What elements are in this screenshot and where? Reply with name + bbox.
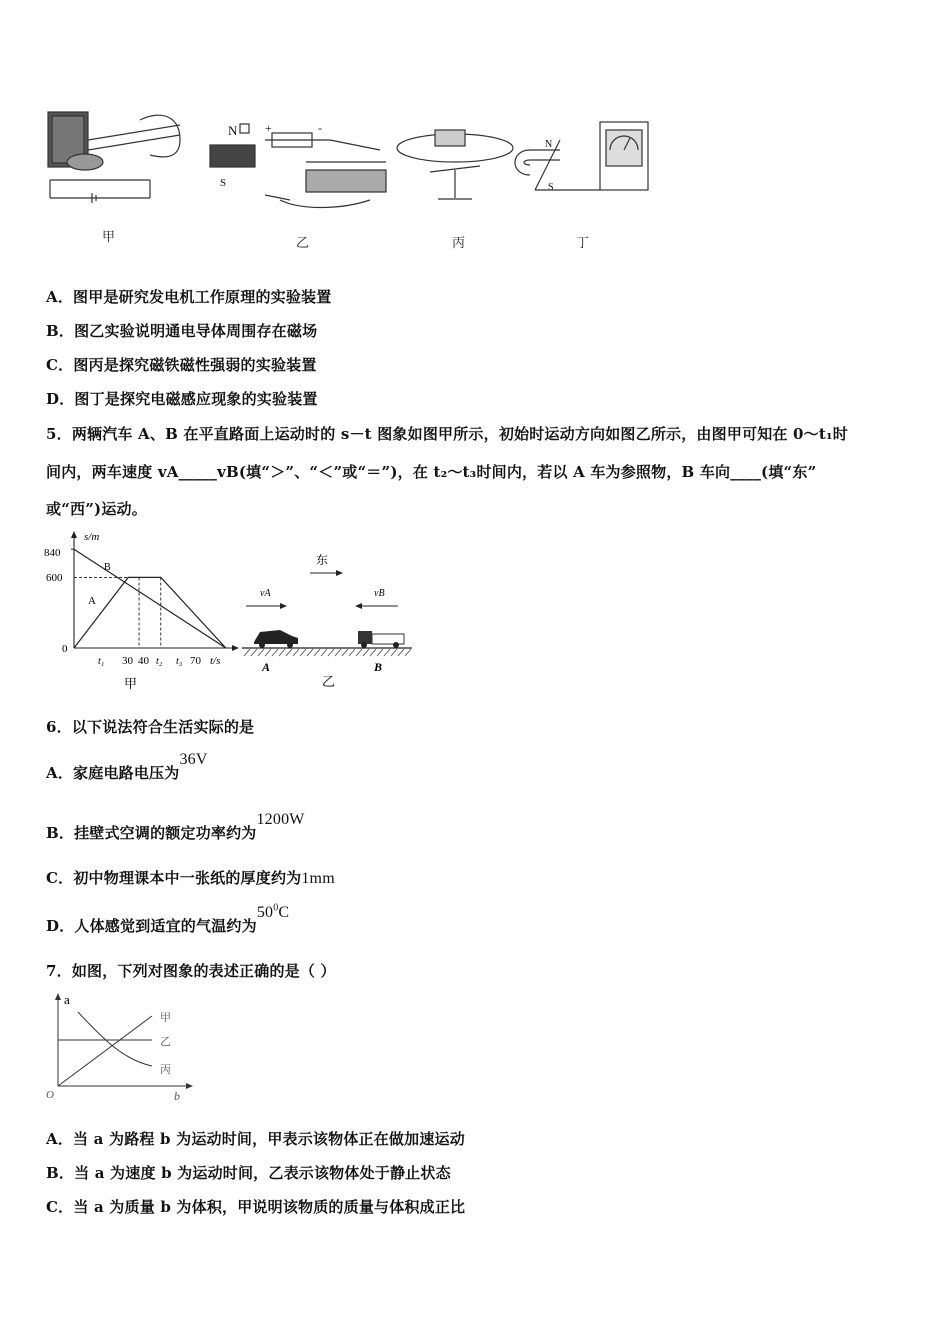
q6-option-a-value: 36V (179, 751, 208, 768)
q7-graph (44, 990, 204, 1102)
q6-option-d (46, 902, 290, 936)
q6-option-c (46, 867, 335, 888)
q7-stem: 7．如图，下列对图象的表述正确的是（ ） (46, 962, 336, 980)
va-arrow-head (280, 603, 287, 609)
q6-option-a (46, 751, 208, 783)
road-hatch-mark (342, 649, 348, 656)
road-hatch-mark (265, 649, 271, 656)
st-series-b (74, 549, 226, 648)
car-a-label: A (262, 660, 271, 674)
q6-option-c-text: C．初中物理课本中一张纸的厚度约为 (46, 869, 302, 887)
svg-text:N: N (545, 139, 553, 150)
road-hatch-mark (405, 649, 411, 656)
st-x-tick-40: 40 (138, 655, 149, 667)
st-series-a (74, 577, 226, 648)
q7-x-label: b (174, 1089, 180, 1102)
q7-label-bing: 丙 (160, 1064, 171, 1076)
q6-stem: 6．以下说法符合生活实际的是 (46, 718, 255, 736)
q7-label-yi: 乙 (160, 1036, 171, 1048)
q7-option-c: C．当 a 为质量 b 为体积，甲说明该物质的质量与体积成正比 (46, 1198, 466, 1216)
road-hatch-mark (363, 649, 369, 656)
q4-figure-row (40, 100, 680, 250)
q7-y-label: a (64, 992, 70, 1007)
svg-text:N: N (228, 123, 238, 138)
q4-option-a: A．图甲是研究发电机工作原理的实验装置 (46, 288, 332, 306)
q7-option-b: B．当 a 为速度 b 为运动时间，乙表示该物体处于静止状态 (46, 1164, 451, 1182)
q7-graph-svg (44, 990, 204, 1102)
road-hatch-mark (244, 649, 250, 656)
st-graph-svg (40, 528, 240, 693)
direction-label: 东 (316, 553, 329, 567)
car-b-label: B (374, 660, 383, 674)
q7-line-bing (78, 1012, 152, 1066)
road-hatch-mark (328, 649, 334, 656)
st-line-b-label: B (104, 562, 111, 573)
q4-option-c: C．图丙是探究磁铁磁性强弱的实验装置 (46, 356, 317, 374)
road-hatch-mark (377, 649, 383, 656)
q5-line-2: 间内，两车速度 vA_____vB(填“＞”、“＜”或“＝”)，在 t₂～t₃时间内，若以 A 车为参照物，B 车向____(填“东” (46, 463, 817, 481)
q7-option-a: A．当 a 为路程 b 为运动时间，甲表示该物体正在做加速运动 (46, 1130, 465, 1148)
q7-y-arrow (55, 993, 61, 1000)
q5-st-graph (40, 528, 240, 693)
road-hatch-mark (258, 649, 264, 656)
q6-option-a-text: A．家庭电路电压为 (46, 764, 180, 782)
q7-origin: O (46, 1089, 54, 1101)
q6-option-d-unit: C (278, 904, 290, 921)
q4-apparatus-drawings (40, 100, 680, 250)
road-hatch-mark (314, 649, 320, 656)
st-x-arrow (232, 645, 239, 651)
st-x-tick-30: 30 (122, 655, 133, 667)
q6-option-d-text: D．人体感觉到适宜的气温约为 (46, 917, 257, 935)
vb-arrow-head (355, 603, 362, 609)
st-x-tick-70: 70 (190, 655, 201, 667)
q6-option-b-value: 1200W (256, 811, 305, 828)
svg-text:-: - (318, 121, 322, 135)
road-hatch-mark (300, 649, 306, 656)
svg-text:S: S (220, 177, 227, 189)
st-origin: 0 (62, 643, 68, 655)
figure-label-yi: 乙 (296, 236, 310, 251)
apparatus-ding (515, 122, 648, 193)
q7-x-arrow (186, 1083, 193, 1089)
va-label: vA (260, 588, 271, 599)
st-y-tick-840: 840 (44, 547, 61, 559)
st-x-tick-t2: t₂ (156, 656, 163, 667)
q6-option-c-value: 1mm (301, 870, 335, 887)
st-y-label: s/m (84, 531, 100, 543)
road-hatch-mark (272, 649, 278, 656)
road-hatch-mark (279, 649, 285, 656)
q5-line-3: 或“西”)运动。 (46, 500, 147, 518)
road-hatch-mark (293, 649, 299, 656)
q6-option-d-number: 50 (256, 904, 274, 921)
st-x-tick-t3: t₃ (176, 656, 183, 667)
q6-option-d-degree: 0 (273, 902, 279, 914)
road-hatch-mark (398, 649, 404, 656)
truck-b-icon (358, 631, 404, 648)
apparatus-jia (48, 112, 180, 203)
q5-line-1: 5．两辆汽车 A、B 在平直路面上运动时的 s－t 图象如图甲所示，初始时运动方向如图乙所示，由图甲可知在 0～t₁时 (46, 425, 848, 443)
q4-option-d: D．图丁是探究电磁感应现象的实验装置 (46, 390, 318, 408)
figure-label-bing: 丙 (452, 236, 466, 251)
st-caption: 甲 (124, 676, 138, 691)
st-x-label: t/s (210, 655, 221, 667)
road-hatch-mark (307, 649, 313, 656)
direction-arrow-head (336, 570, 343, 576)
vb-label: vB (374, 588, 385, 599)
q6-option-b (46, 811, 305, 843)
road-hatch-mark (286, 649, 292, 656)
svg-text:S: S (548, 182, 554, 193)
q6-option-b-text: B．挂壁式空调的额定功率约为 (46, 824, 257, 842)
svg-text:+: + (265, 121, 272, 135)
figure-label-jia: 甲 (102, 230, 116, 245)
q4-option-b: B．图乙实验说明通电导体周围存在磁场 (46, 322, 318, 340)
cars-scene-svg (240, 540, 420, 690)
road-hatch-mark (321, 649, 327, 656)
st-y-arrow (71, 531, 77, 538)
q7-label-jia: 甲 (160, 1012, 171, 1024)
road-hatch-mark (251, 649, 257, 656)
road-hatch-mark (349, 649, 355, 656)
road-hatch-mark (356, 649, 362, 656)
scene-caption: 乙 (322, 674, 336, 689)
road-hatch-mark (391, 649, 397, 656)
st-y-tick-600: 600 (46, 572, 63, 584)
road-hatch-mark (335, 649, 341, 656)
road-hatch-mark (384, 649, 390, 656)
figure-label-ding: 丁 (576, 236, 590, 251)
q6-option-d-value (257, 904, 289, 921)
apparatus-bing (397, 130, 513, 199)
q5-cars-scene (240, 540, 420, 690)
st-x-tick-t1: t₁ (98, 656, 105, 667)
st-line-a-label: A (88, 595, 96, 607)
road-hatch-mark (370, 649, 376, 656)
car-a-icon (254, 630, 298, 648)
q7-line-jia (58, 1016, 152, 1086)
apparatus-yi (210, 121, 386, 208)
